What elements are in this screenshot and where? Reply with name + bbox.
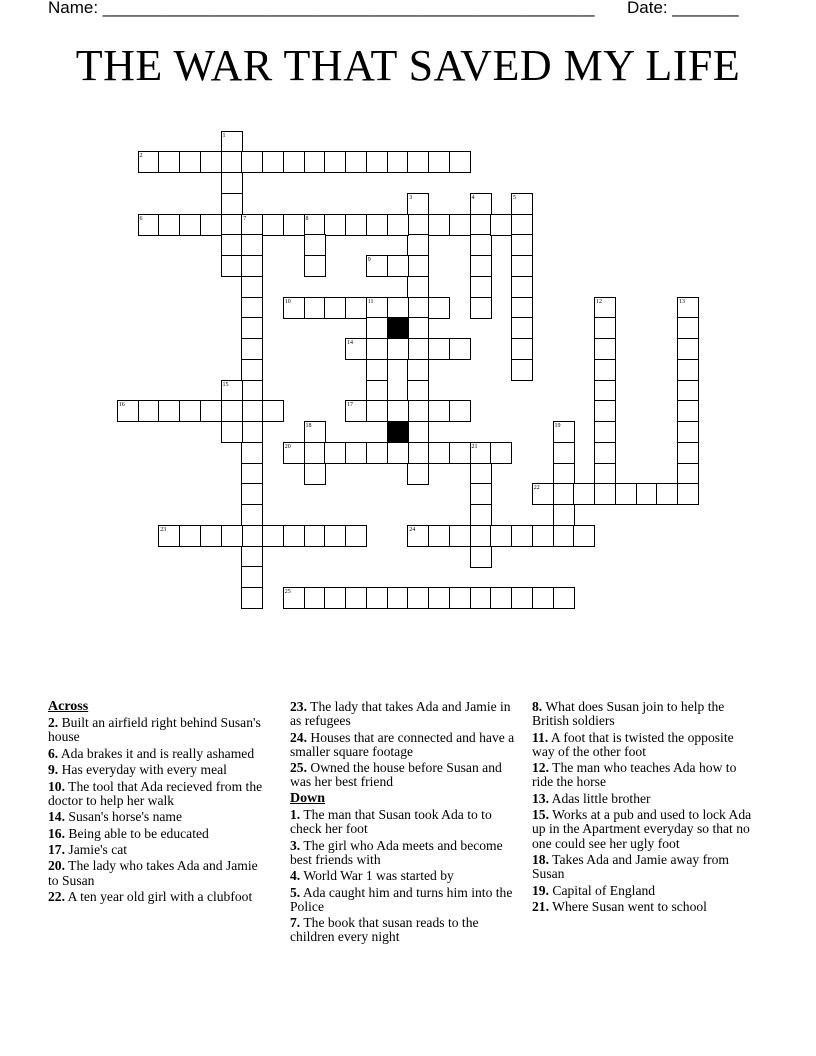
grid-cell[interactable] [470, 525, 492, 547]
clue-text: The girl who Ada meets and become best friends with [290, 837, 503, 867]
grid-cell[interactable] [221, 525, 243, 547]
grid-cell[interactable] [677, 338, 699, 360]
grid-cell[interactable] [428, 214, 450, 236]
black-cell [387, 421, 409, 443]
grid-cell[interactable] [241, 421, 263, 443]
cell-number: 2 [139, 153, 143, 160]
grid-cell[interactable] [428, 587, 450, 609]
grid-cell[interactable] [490, 442, 512, 464]
clue-number: 20. [48, 858, 65, 874]
grid-cell[interactable] [158, 214, 180, 236]
clue-text: Built an airfield right behind Susan's house [48, 715, 261, 745]
grid-cell[interactable] [407, 297, 429, 319]
clue-number: 6. [48, 745, 59, 761]
grid-cell[interactable] [138, 400, 160, 422]
cell-number: 3 [409, 194, 413, 201]
grid-cell[interactable] [366, 400, 388, 422]
clue-number: 3. [290, 837, 301, 853]
grid-cell[interactable] [656, 483, 678, 505]
grid-cell[interactable] [324, 151, 346, 173]
clue-text: A ten year old girl with a clubfoot [65, 888, 253, 904]
down-clue [532, 731, 758, 759]
grid-cell[interactable] [241, 297, 263, 319]
grid-cell[interactable] [490, 525, 512, 547]
grid-cell[interactable] [511, 359, 533, 381]
grid-cell[interactable] [449, 151, 471, 173]
grid-cell[interactable] [241, 317, 263, 339]
grid-cell[interactable] [511, 317, 533, 339]
grid-cell[interactable] [304, 525, 326, 547]
cell-number: 10 [284, 298, 291, 305]
clue-number: 7. [290, 915, 301, 931]
grid-cell[interactable] [677, 463, 699, 485]
grid-cell[interactable] [304, 463, 326, 485]
cell-number: 25 [284, 589, 291, 595]
across-clue [48, 780, 268, 808]
grid-cell[interactable] [324, 587, 346, 609]
clue-number: 2. [48, 715, 59, 731]
cell-number: 1 [222, 132, 226, 139]
grid-cell[interactable] [407, 317, 429, 339]
black-cell [387, 317, 409, 339]
down-clue [290, 916, 518, 944]
grid-cell[interactable] [511, 525, 533, 547]
clue-number: 19. [532, 882, 549, 898]
grid-cell[interactable] [158, 151, 180, 173]
clue-text: Ada brakes it and is really ashamed [58, 745, 255, 761]
grid-cell[interactable] [470, 504, 492, 526]
clue-number: 13. [532, 790, 549, 806]
across-clue [290, 700, 518, 728]
grid-cell[interactable] [221, 193, 243, 215]
clue-text: Adas little brother [549, 790, 651, 806]
clue-text: Ada caught him and turns him into the Police [290, 884, 513, 914]
clue-text: A foot that is twisted the opposite way of the other foot [532, 729, 734, 759]
grid-cell[interactable] [387, 338, 409, 360]
grid-cell[interactable] [511, 338, 533, 360]
cell-number: 21 [471, 443, 478, 450]
clue-number: 5. [290, 884, 301, 900]
clue-number: 16. [48, 825, 65, 841]
down-clue [532, 900, 758, 914]
down-clue [532, 792, 758, 806]
clue-number: 11. [532, 729, 549, 745]
across-heading: Across [48, 699, 89, 714]
grid-cell[interactable] [511, 234, 533, 256]
cell-number: 15 [222, 381, 229, 388]
clues-column-2 [290, 700, 518, 947]
grid-cell[interactable] [241, 400, 263, 422]
clue-text: Where Susan went to school [549, 898, 707, 914]
grid-cell[interactable] [677, 442, 699, 464]
down-clue [532, 700, 758, 728]
grid-cell[interactable] [200, 400, 222, 422]
grid-cell[interactable] [179, 525, 201, 547]
grid-cell[interactable] [511, 587, 533, 609]
grid-cell[interactable] [428, 297, 450, 319]
grid-cell[interactable] [511, 255, 533, 277]
across-clue [290, 731, 518, 759]
down-clue [532, 884, 758, 898]
grid-cell[interactable] [553, 463, 575, 485]
clue-text: Jamie's cat [65, 841, 128, 857]
grid-cell[interactable] [241, 463, 263, 485]
grid-cell[interactable] [179, 400, 201, 422]
grid-cell[interactable] [532, 587, 554, 609]
grid-cell[interactable] [366, 338, 388, 360]
grid-cell[interactable] [241, 566, 263, 588]
clue-text: What does Susan join to help the British soldiers [532, 699, 725, 729]
grid-cell[interactable] [366, 359, 388, 381]
clue-number: 4. [290, 868, 301, 884]
grid-cell[interactable] [241, 276, 263, 298]
name-field-label: Name: ____________________________________________________ [48, 0, 595, 17]
cell-number: 19 [554, 423, 561, 429]
grid-cell[interactable] [366, 317, 388, 339]
grid-cell[interactable] [407, 400, 429, 422]
grid-cell[interactable] [428, 442, 450, 464]
grid-cell[interactable] [200, 525, 222, 547]
grid-cell[interactable] [366, 442, 388, 464]
across-clue [48, 716, 268, 744]
grid-cell[interactable] [407, 214, 429, 236]
grid-cell[interactable] [407, 463, 429, 485]
grid-cell[interactable] [387, 255, 409, 277]
grid-cell[interactable] [490, 587, 512, 609]
grid-cell[interactable] [262, 525, 284, 547]
grid-cell[interactable] [221, 400, 243, 422]
grid-cell[interactable] [304, 587, 326, 609]
grid-cell[interactable] [324, 525, 346, 547]
grid-cell[interactable] [470, 463, 492, 485]
clue-text: Houses that are connected and have a smaller square footage [290, 729, 515, 759]
grid-cell[interactable] [241, 255, 263, 277]
down-clue [290, 869, 518, 883]
grid-cell[interactable] [449, 525, 471, 547]
grid-cell[interactable] [366, 587, 388, 609]
grid-cell[interactable] [594, 338, 616, 360]
grid-cell[interactable] [221, 421, 243, 443]
grid-cell[interactable] [470, 276, 492, 298]
clue-number: 23. [290, 699, 307, 714]
grid-cell[interactable] [345, 587, 367, 609]
grid-cell[interactable] [221, 214, 243, 236]
grid-cell[interactable] [428, 151, 450, 173]
grid-cell[interactable] [387, 151, 409, 173]
cell-number: 5 [513, 194, 516, 201]
grid-cell[interactable] [241, 587, 263, 609]
clue-number: 8. [532, 699, 543, 714]
grid-cell[interactable] [407, 338, 429, 360]
grid-cell[interactable] [407, 234, 429, 256]
grid-cell[interactable] [553, 525, 575, 547]
grid-cell[interactable] [407, 421, 429, 443]
grid-cell[interactable] [345, 151, 367, 173]
across-clue [48, 810, 268, 824]
across-clue [48, 827, 268, 841]
across-clue [48, 890, 268, 904]
grid-cell[interactable] [324, 214, 346, 236]
grid-cell[interactable] [241, 359, 263, 381]
clue-number: 25. [290, 760, 307, 776]
clue-text: The man who teaches Ada how to ride the horse [532, 760, 737, 790]
grid-cell[interactable] [407, 442, 429, 464]
grid-cell[interactable] [387, 214, 409, 236]
cell-number: 17 [347, 402, 353, 409]
grid-cell[interactable] [241, 380, 263, 402]
clue-text: The man that Susan took Ada to to check her foot [290, 806, 492, 837]
across-clue [48, 763, 268, 777]
grid-cell[interactable] [304, 255, 326, 277]
cell-number: 6 [139, 215, 143, 222]
grid-cell[interactable] [677, 359, 699, 381]
grid-cell[interactable] [594, 359, 616, 381]
grid-cell[interactable] [345, 214, 367, 236]
grid-cell[interactable] [158, 400, 180, 422]
grid-cell[interactable] [241, 442, 263, 464]
clue-text: The lady that takes Ada and Jamie in as refugees [290, 699, 511, 729]
grid-cell[interactable] [594, 463, 616, 485]
clue-text: Has everyday with every meal [58, 762, 227, 778]
cell-number: 12 [596, 298, 602, 305]
clue-number: 21. [532, 898, 549, 914]
grid-cell[interactable] [449, 214, 471, 236]
cell-number: 22 [533, 485, 540, 492]
cell-number: 13 [679, 298, 685, 305]
grid-cell[interactable] [407, 359, 429, 381]
grid-cell[interactable] [553, 442, 575, 464]
grid-cell[interactable] [283, 151, 305, 173]
clue-text: The lady who takes Ada and Jamie to Susan [48, 858, 258, 888]
grid-cell[interactable] [594, 380, 616, 402]
clue-number: 1. [290, 806, 301, 822]
grid-cell[interactable] [677, 483, 699, 505]
grid-cell[interactable] [324, 297, 346, 319]
down-clue [290, 808, 518, 836]
grid-cell[interactable] [241, 234, 263, 256]
grid-cell[interactable] [407, 380, 429, 402]
clue-text: Works at a pub and used to lock Ada up in the Apartment everyday so that no one could see her ugly foot [532, 807, 752, 851]
clue-number: 17. [48, 841, 65, 857]
grid-cell[interactable] [345, 297, 367, 319]
grid-cell[interactable] [573, 525, 595, 547]
grid-cell[interactable] [428, 525, 450, 547]
clues-column-3 [532, 700, 758, 916]
cell-number: 7 [243, 215, 247, 222]
grid-cell[interactable] [677, 400, 699, 422]
clue-text: Takes Ada and Jamie away from Susan [532, 851, 729, 882]
grid-cell[interactable] [594, 421, 616, 443]
grid-cell[interactable] [470, 297, 492, 319]
grid-cell[interactable] [241, 546, 263, 568]
grid-cell[interactable] [283, 525, 305, 547]
grid-cell[interactable] [553, 587, 575, 609]
grid-cell[interactable] [241, 338, 263, 360]
grid-cell[interactable] [241, 151, 263, 173]
grid-cell[interactable] [470, 587, 492, 609]
grid-cell[interactable] [241, 525, 263, 547]
cell-number: 16 [118, 402, 125, 409]
grid-cell[interactable] [449, 587, 471, 609]
page-title: THE WAR THAT SAVED MY LIFE [75, 41, 741, 90]
clues-column-1 [48, 700, 268, 906]
across-clue [48, 747, 268, 761]
grid-cell[interactable] [345, 442, 367, 464]
clue-text: The book that susan reads to the children every night [290, 915, 479, 945]
grid-cell[interactable] [449, 442, 471, 464]
grid-cell[interactable] [304, 442, 326, 464]
clue-text: The tool that Ada recieved from the doctor to help her walk [48, 778, 263, 808]
grid-cell[interactable] [366, 214, 388, 236]
grid-cell[interactable] [200, 151, 222, 173]
grid-cell[interactable] [179, 151, 201, 173]
grid-cell[interactable] [677, 380, 699, 402]
grid-cell[interactable] [449, 338, 471, 360]
clue-text: Capital of England [549, 882, 656, 898]
clue-number: 15. [532, 807, 549, 823]
clue-text: Owned the house before Susan and was her best friend [290, 760, 502, 790]
grid-cell[interactable] [345, 525, 367, 547]
clue-number: 14. [48, 809, 65, 825]
grid-cell[interactable] [200, 214, 222, 236]
grid-cell[interactable] [428, 338, 450, 360]
grid-cell[interactable] [262, 400, 284, 422]
grid-cell[interactable] [262, 151, 284, 173]
grid-cell[interactable] [511, 297, 533, 319]
grid-cell[interactable] [407, 255, 429, 277]
grid-cell[interactable] [470, 546, 492, 568]
clue-number: 18. [532, 851, 549, 867]
grid-cell[interactable] [283, 214, 305, 236]
clue-text: Susan's horse's name [65, 809, 183, 825]
across-clue [48, 859, 268, 887]
across-clue [290, 761, 518, 789]
grid-cell[interactable] [615, 483, 637, 505]
clue-number: 24. [290, 729, 307, 745]
grid-cell[interactable] [221, 234, 243, 256]
grid-cell[interactable] [407, 276, 429, 298]
cell-number: 9 [367, 257, 371, 263]
grid-cell[interactable] [387, 587, 409, 609]
grid-cell[interactable] [179, 214, 201, 236]
grid-cell[interactable] [262, 214, 284, 236]
clue-number: 22. [48, 888, 65, 904]
clue-number: 12. [532, 760, 549, 776]
down-clue [532, 808, 758, 851]
date-field-label: Date: _______ [627, 0, 739, 17]
clue-number: 10. [48, 778, 65, 794]
cell-number: 18 [305, 423, 312, 429]
grid-cell[interactable] [553, 504, 575, 526]
grid-cell[interactable] [407, 587, 429, 609]
grid-cell[interactable] [532, 525, 554, 547]
grid-cell[interactable] [470, 255, 492, 277]
cell-number: 14 [347, 340, 353, 346]
down-heading: Down [290, 790, 326, 806]
down-clue [532, 853, 758, 881]
grid-cell[interactable] [241, 504, 263, 526]
grid-cell[interactable] [490, 214, 512, 236]
down-clue [290, 839, 518, 867]
grid-cell[interactable] [324, 442, 346, 464]
cell-number: 24 [409, 526, 416, 533]
grid-cell[interactable] [636, 483, 658, 505]
across-clue [48, 843, 268, 857]
grid-cell[interactable] [387, 442, 409, 464]
grid-cell[interactable] [511, 276, 533, 298]
grid-cell[interactable] [304, 151, 326, 173]
grid-cell[interactable] [594, 442, 616, 464]
grid-cell[interactable] [221, 151, 243, 173]
grid-cell[interactable] [241, 483, 263, 505]
grid-cell[interactable] [366, 380, 388, 402]
grid-cell[interactable] [594, 400, 616, 422]
clue-number: 9. [48, 762, 59, 778]
cell-number: 8 [305, 215, 309, 222]
grid-cell[interactable] [221, 172, 243, 194]
clue-text: Being able to be educated [65, 825, 209, 841]
grid-cell[interactable] [594, 483, 616, 505]
cell-number: 11 [367, 298, 374, 305]
grid-cell[interactable] [221, 255, 243, 277]
down-clue [532, 761, 758, 789]
grid-cell[interactable] [387, 297, 409, 319]
grid-cell[interactable] [573, 483, 595, 505]
grid-cell[interactable] [449, 400, 471, 422]
grid-cell[interactable] [304, 297, 326, 319]
cell-number: 20 [284, 443, 291, 450]
clue-text: World War 1 was started by [300, 868, 454, 884]
down-clue [290, 886, 518, 914]
cell-number: 4 [471, 194, 475, 201]
grid-cell[interactable] [594, 317, 616, 339]
grid-cell[interactable] [511, 214, 533, 236]
grid-cell[interactable] [428, 400, 450, 422]
grid-cell[interactable] [387, 400, 409, 422]
grid-cell[interactable] [407, 151, 429, 173]
grid-cell[interactable] [553, 483, 575, 505]
grid-cell[interactable] [470, 234, 492, 256]
grid-cell[interactable] [677, 421, 699, 443]
grid-cell[interactable] [366, 151, 388, 173]
grid-cell[interactable] [304, 234, 326, 256]
grid-cell[interactable] [470, 483, 492, 505]
grid-cell[interactable] [677, 317, 699, 339]
cell-number: 23 [160, 526, 167, 533]
grid-cell[interactable] [470, 214, 492, 236]
